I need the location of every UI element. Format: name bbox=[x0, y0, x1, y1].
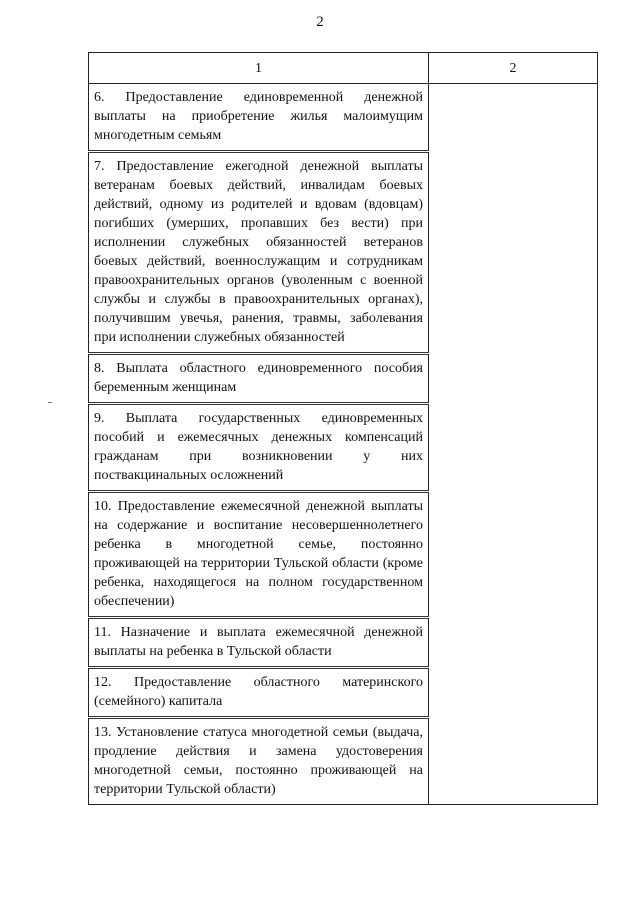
service-item-8: 8. Выплата областного единовременного пособия беременным женщинам bbox=[89, 354, 429, 404]
empty-cell bbox=[429, 84, 598, 152]
service-item-12: 12. Предоставление областного материнского (семейного) капитала bbox=[89, 668, 429, 718]
service-item-13: 13. Установление статуса многодетной семьи (выдача, продление действия и замена удостоверения многодетной семьи, постоянно проживающей на территории Тульской области) bbox=[89, 718, 429, 805]
service-item-7: 7. Предоставление ежегодной денежной выплаты ветеранам боевых действий, инвалидам боевых действий, одному из родителей и вдовам (вдовцам) погибших (умерших, пропавших без вести) при исполнении служебных обязанностей ветеранов боевых действий, военнослужащим и сотрудникам правоохранительных органов (уволенным с военной службы и службы в правоохранительных органах), получившим увечья, ранения, травмы, заболевания при исполнении служебных обязанностей bbox=[89, 152, 429, 354]
services-table bbox=[88, 52, 598, 805]
page-number: 2 bbox=[316, 14, 324, 30]
empty-cell bbox=[429, 668, 598, 718]
table-header-row bbox=[89, 53, 598, 84]
service-item-9: 9. Выплата государственных единовременных пособий и ежемесячных денежных компенсаций гражданам при возникновении у них поствакцинальных осложнений bbox=[89, 404, 429, 492]
service-item-11: 11. Назначение и выплата ежемесячной денежной выплаты на ребенка в Тульской области bbox=[89, 618, 429, 668]
table-row bbox=[89, 152, 598, 354]
service-item-6: 6. Предоставление единовременной денежной выплаты на приобретение жилья малоимущим многодетным семьям bbox=[89, 84, 429, 152]
table-row bbox=[89, 618, 598, 668]
empty-cell bbox=[429, 152, 598, 354]
column-header-2: 2 bbox=[429, 53, 598, 84]
service-item-10: 10. Предоставление ежемесячной денежной выплаты на содержание и воспитание несовершеннолетнего ребенка в многодетной семье, постоянно проживающей на территории Тульской области (кроме ребенка, находящегося на полном государственном обеспечении) bbox=[89, 492, 429, 618]
table-row bbox=[89, 84, 598, 152]
table-row bbox=[89, 718, 598, 805]
scan-artifact bbox=[48, 402, 52, 403]
empty-cell bbox=[429, 354, 598, 404]
empty-cell bbox=[429, 718, 598, 805]
empty-cell bbox=[429, 404, 598, 492]
table-row bbox=[89, 404, 598, 492]
column-header-1: 1 bbox=[89, 53, 429, 84]
table-row bbox=[89, 492, 598, 618]
table-row bbox=[89, 668, 598, 718]
empty-cell bbox=[429, 492, 598, 618]
table-row bbox=[89, 354, 598, 404]
empty-cell bbox=[429, 618, 598, 668]
